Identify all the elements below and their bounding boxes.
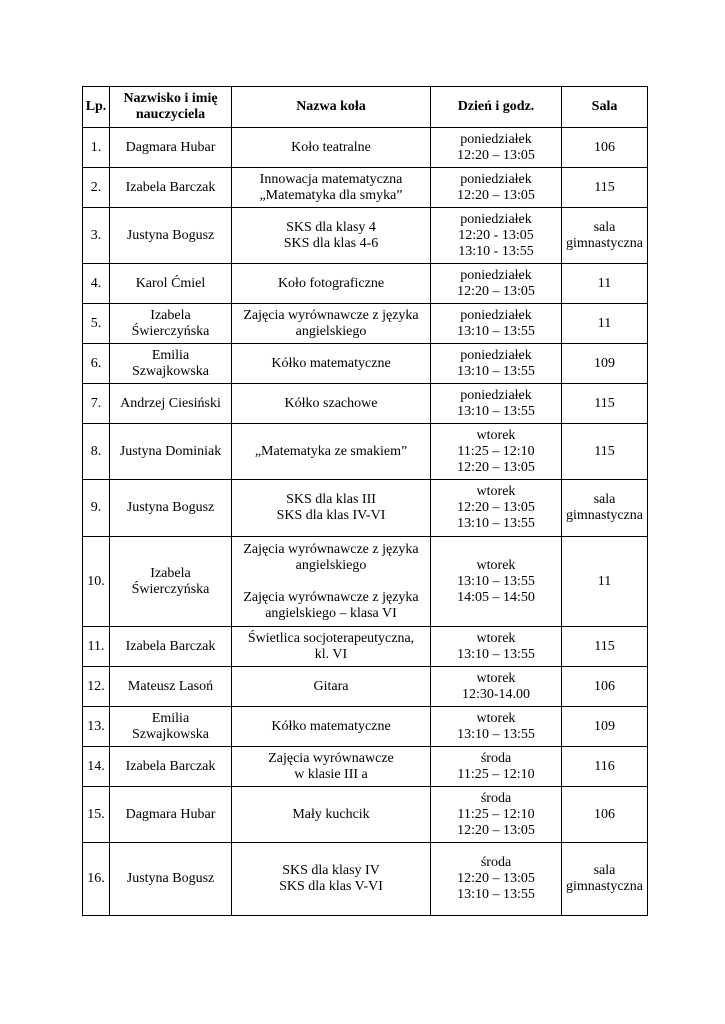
teacher-line: Szwajkowska bbox=[132, 363, 209, 379]
time-line: poniedziałek bbox=[460, 387, 532, 403]
time-line: poniedziałek bbox=[460, 211, 532, 227]
cell-lp: 6. bbox=[83, 344, 110, 384]
cell-time bbox=[431, 264, 562, 304]
time-line: wtorek bbox=[476, 484, 516, 499]
cell-lp: 13. bbox=[83, 707, 110, 747]
cell-room bbox=[562, 424, 648, 480]
table-row bbox=[83, 424, 648, 480]
time-line: 13:10 – 13:55 bbox=[457, 887, 535, 902]
time-line: 12:20 – 13:05 bbox=[457, 147, 535, 163]
room-line: 11 bbox=[597, 275, 612, 291]
table-row bbox=[83, 787, 648, 843]
club-line: w klasie III a bbox=[294, 766, 368, 782]
cell-club bbox=[232, 667, 431, 707]
cell-lp: 10. bbox=[83, 537, 110, 627]
cell-lp: 16. bbox=[83, 843, 110, 916]
time-line: 13:10 – 13:55 bbox=[457, 403, 535, 419]
club-line: Kółko szachowe bbox=[284, 395, 378, 411]
teacher-line: Justyna Dominiak bbox=[119, 443, 222, 459]
club-line: „Matematyka ze smakiem” bbox=[254, 443, 408, 459]
cell-club bbox=[232, 304, 431, 344]
room-line: 11 bbox=[597, 573, 612, 589]
teacher-line: Izabela Barczak bbox=[125, 758, 216, 774]
time-line: środa bbox=[480, 855, 512, 870]
teacher-line: Izabela Barczak bbox=[125, 638, 216, 654]
cell-teacher bbox=[110, 384, 232, 424]
cell-time bbox=[431, 707, 562, 747]
time-line: wtorek bbox=[476, 557, 516, 573]
cell-time bbox=[431, 128, 562, 168]
table-row bbox=[83, 707, 648, 747]
cell-teacher bbox=[110, 128, 232, 168]
teacher-line: Izabela Barczak bbox=[125, 179, 216, 195]
cell-time bbox=[431, 304, 562, 344]
cell-time bbox=[431, 424, 562, 480]
cell-club bbox=[232, 843, 431, 916]
time-line: 12:30-14.00 bbox=[461, 686, 531, 702]
cell-teacher bbox=[110, 304, 232, 344]
club-line bbox=[234, 574, 428, 590]
cell-club bbox=[232, 344, 431, 384]
cell-room bbox=[562, 344, 648, 384]
cell-lp: 4. bbox=[83, 264, 110, 304]
time-line: 12:20 – 13:05 bbox=[457, 500, 535, 515]
room-line: sala bbox=[593, 863, 616, 878]
table-row bbox=[83, 128, 648, 168]
cell-club bbox=[232, 537, 431, 627]
table-row bbox=[83, 480, 648, 537]
cell-teacher bbox=[110, 480, 232, 537]
cell-club bbox=[232, 128, 431, 168]
room-line: 115 bbox=[594, 638, 615, 654]
room-line: sala bbox=[593, 219, 616, 235]
cell-room bbox=[562, 747, 648, 787]
cell-time bbox=[431, 627, 562, 667]
cell-club bbox=[232, 208, 431, 264]
teacher-line: Dagmara Hubar bbox=[125, 806, 216, 822]
header-teacher-line: Nazwisko i imię bbox=[123, 91, 218, 106]
cell-club bbox=[232, 707, 431, 747]
table-row bbox=[83, 264, 648, 304]
club-line: Kółko matematyczne bbox=[271, 355, 391, 371]
time-line: 13:10 – 13:55 bbox=[457, 323, 535, 339]
cell-teacher bbox=[110, 168, 232, 208]
teacher-line: Emilia bbox=[151, 710, 190, 726]
cell-club bbox=[232, 480, 431, 537]
cell-lp: 2. bbox=[83, 168, 110, 208]
time-line: 12:20 – 13:05 bbox=[457, 459, 535, 475]
teacher-line: Andrzej Ciesiński bbox=[120, 395, 221, 411]
cell-room bbox=[562, 128, 648, 168]
time-line: 12:20 – 13:05 bbox=[457, 871, 535, 886]
club-line: Koło fotograficzne bbox=[277, 275, 385, 291]
cell-club bbox=[232, 747, 431, 787]
table-row bbox=[83, 627, 648, 667]
table-row bbox=[83, 843, 648, 916]
cell-time bbox=[431, 667, 562, 707]
cell-room bbox=[562, 264, 648, 304]
cell-time bbox=[431, 843, 562, 916]
cell-teacher bbox=[110, 667, 232, 707]
cell-time bbox=[431, 208, 562, 264]
club-line: Koło teatralne bbox=[291, 139, 371, 155]
club-line: Mały kuchcik bbox=[292, 806, 370, 822]
cell-teacher bbox=[110, 843, 232, 916]
time-line: 13:10 – 13:55 bbox=[457, 363, 535, 379]
club-line: SKS dla klas V-VI bbox=[279, 879, 383, 894]
cell-lp: 15. bbox=[83, 787, 110, 843]
time-line: wtorek bbox=[476, 710, 516, 726]
time-line: poniedziałek bbox=[460, 131, 532, 147]
table-row bbox=[83, 747, 648, 787]
cell-room bbox=[562, 843, 648, 916]
cell-teacher bbox=[110, 747, 232, 787]
time-line: 13:10 – 13:55 bbox=[457, 573, 535, 589]
room-line: 109 bbox=[594, 718, 615, 734]
teacher-line: Justyna Bogusz bbox=[126, 500, 215, 515]
time-line: środa bbox=[480, 750, 512, 766]
room-line: 115 bbox=[594, 395, 615, 411]
cell-teacher bbox=[110, 707, 232, 747]
time-line: wtorek bbox=[476, 427, 516, 443]
cell-club bbox=[232, 627, 431, 667]
time-line: wtorek bbox=[476, 670, 516, 686]
cell-room bbox=[562, 384, 648, 424]
header-lp: Lp. bbox=[83, 87, 110, 128]
teacher-line: Izabela bbox=[150, 565, 191, 581]
room-line: gimnastyczna bbox=[566, 879, 643, 894]
cell-lp: 5. bbox=[83, 304, 110, 344]
club-line: angielskiego bbox=[295, 557, 367, 573]
cell-lp: 1. bbox=[83, 128, 110, 168]
club-line: Zajęcia wyrównawcze z języka bbox=[243, 541, 419, 557]
cell-lp: 7. bbox=[83, 384, 110, 424]
cell-lp: 14. bbox=[83, 747, 110, 787]
cell-time bbox=[431, 344, 562, 384]
time-line: wtorek bbox=[476, 630, 516, 646]
cell-lp: 11. bbox=[83, 627, 110, 667]
cell-room bbox=[562, 480, 648, 537]
cell-club bbox=[232, 384, 431, 424]
club-line: Zajęcia wyrównawcze z języka bbox=[243, 589, 419, 605]
teacher-line: Mateusz Lasoń bbox=[127, 678, 214, 694]
room-line: 106 bbox=[594, 139, 615, 155]
time-line: poniedziałek bbox=[460, 347, 532, 363]
teacher-line: Justyna Bogusz bbox=[126, 227, 215, 243]
cell-room bbox=[562, 208, 648, 264]
cell-room bbox=[562, 537, 648, 627]
club-line: angielskiego bbox=[295, 323, 367, 339]
time-line: 11:25 – 12:10 bbox=[457, 766, 535, 782]
club-line: SKS dla klas 4-6 bbox=[283, 235, 379, 251]
table-row bbox=[83, 304, 648, 344]
cell-club bbox=[232, 264, 431, 304]
cell-club bbox=[232, 787, 431, 843]
time-line: 12:20 – 13:05 bbox=[457, 822, 535, 838]
club-line: SKS dla klas III bbox=[286, 492, 376, 507]
time-line: 11:25 – 12:10 bbox=[457, 443, 535, 459]
time-line: środa bbox=[480, 790, 512, 806]
table-row bbox=[83, 667, 648, 707]
table-row bbox=[83, 168, 648, 208]
club-line: Innowacja matematyczna bbox=[259, 171, 403, 187]
cell-room bbox=[562, 168, 648, 208]
cell-room bbox=[562, 627, 648, 667]
cell-teacher bbox=[110, 424, 232, 480]
club-line: Gitara bbox=[313, 678, 349, 694]
table-row bbox=[83, 537, 648, 627]
header-teacher-line: nauczyciela bbox=[135, 107, 206, 122]
cell-teacher bbox=[110, 208, 232, 264]
cell-room bbox=[562, 304, 648, 344]
time-line: 12:20 - 13:05 bbox=[458, 227, 534, 243]
header-time: Dzień i godz. bbox=[431, 87, 562, 128]
cell-lp: 8. bbox=[83, 424, 110, 480]
header-row bbox=[83, 87, 648, 128]
time-line: poniedziałek bbox=[460, 171, 532, 187]
table-body bbox=[83, 128, 648, 916]
room-line: gimnastyczna bbox=[566, 508, 643, 523]
club-line: SKS dla klasy IV bbox=[282, 863, 380, 878]
header-teacher bbox=[110, 87, 232, 128]
cell-room bbox=[562, 667, 648, 707]
cell-club bbox=[232, 424, 431, 480]
cell-time bbox=[431, 480, 562, 537]
teacher-line: Karol Ćmiel bbox=[135, 275, 206, 291]
header-club: Nazwa koła bbox=[232, 87, 431, 128]
cell-room bbox=[562, 787, 648, 843]
teacher-line: Dagmara Hubar bbox=[125, 139, 216, 155]
time-line: 13:10 - 13:55 bbox=[458, 243, 534, 259]
time-line: 11:25 – 12:10 bbox=[457, 806, 535, 822]
room-line: 109 bbox=[594, 355, 615, 371]
schedule-table bbox=[82, 86, 648, 916]
club-line: Kółko matematyczne bbox=[271, 718, 391, 734]
teacher-line: Szwajkowska bbox=[132, 726, 209, 742]
cell-lp: 9. bbox=[83, 480, 110, 537]
table-row bbox=[83, 344, 648, 384]
room-line: 11 bbox=[597, 315, 612, 331]
time-line: 12:20 – 13:05 bbox=[457, 283, 535, 299]
time-line: 12:20 – 13:05 bbox=[457, 187, 535, 203]
room-line: sala bbox=[593, 492, 616, 507]
cell-teacher bbox=[110, 537, 232, 627]
cell-teacher bbox=[110, 787, 232, 843]
cell-time bbox=[431, 747, 562, 787]
club-line: SKS dla klas IV-VI bbox=[276, 508, 386, 523]
cell-time bbox=[431, 787, 562, 843]
time-line: 13:10 – 13:55 bbox=[457, 646, 535, 662]
room-line: 116 bbox=[594, 758, 615, 774]
cell-teacher bbox=[110, 264, 232, 304]
club-line: kl. VI bbox=[314, 646, 348, 662]
room-line: 106 bbox=[594, 806, 615, 822]
cell-teacher bbox=[110, 344, 232, 384]
cell-time bbox=[431, 384, 562, 424]
cell-room bbox=[562, 707, 648, 747]
time-line: poniedziałek bbox=[460, 307, 532, 323]
cell-time bbox=[431, 168, 562, 208]
time-line: 14:05 – 14:50 bbox=[457, 589, 535, 605]
room-line: 106 bbox=[594, 678, 615, 694]
club-line: Świetlica socjoterapeutyczna, bbox=[247, 630, 415, 646]
teacher-line: Świerczyńska bbox=[131, 323, 210, 339]
room-line: 115 bbox=[594, 443, 615, 459]
teacher-line: Świerczyńska bbox=[131, 581, 210, 597]
room-line: gimnastyczna bbox=[566, 235, 643, 251]
cell-club bbox=[232, 168, 431, 208]
cell-lp: 12. bbox=[83, 667, 110, 707]
teacher-line: Justyna Bogusz bbox=[126, 871, 215, 886]
table-row bbox=[83, 208, 648, 264]
time-line: poniedziałek bbox=[460, 267, 532, 283]
teacher-line: Emilia bbox=[151, 347, 190, 363]
club-line: „Matematyka dla smyka” bbox=[259, 187, 403, 203]
cell-lp: 3. bbox=[83, 208, 110, 264]
header-room: Sala bbox=[562, 87, 648, 128]
cell-time bbox=[431, 537, 562, 627]
cell-teacher bbox=[110, 627, 232, 667]
table-row bbox=[83, 384, 648, 424]
time-line: 13:10 – 13:55 bbox=[457, 726, 535, 742]
club-line: Zajęcia wyrównawcze bbox=[268, 750, 394, 766]
room-line: 115 bbox=[594, 179, 615, 195]
club-line: Zajęcia wyrównawcze z języka bbox=[243, 307, 419, 323]
club-line: SKS dla klasy 4 bbox=[286, 219, 376, 235]
teacher-line: Izabela bbox=[150, 307, 191, 323]
club-line: angielskiego – klasa VI bbox=[265, 605, 397, 621]
time-line: 13:10 – 13:55 bbox=[457, 516, 535, 531]
